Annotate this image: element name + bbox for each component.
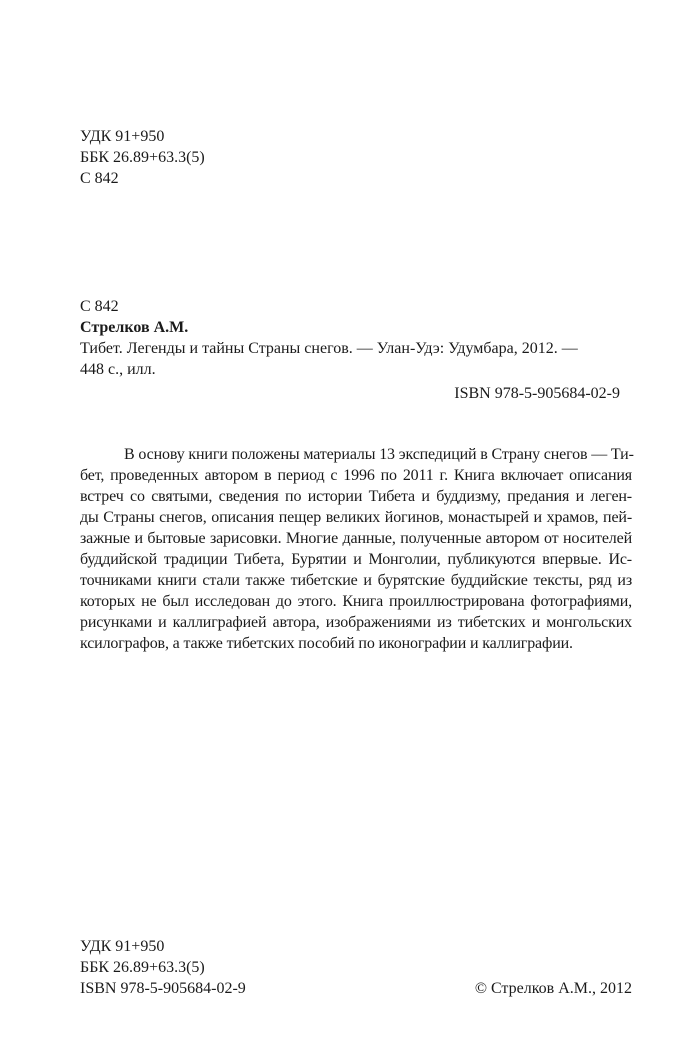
abstract-line: зажные и бытовые зарисовки. Многие данные, полученные автором от носителей [80, 530, 632, 547]
entry-title-line-1: Тибет. Легенды и тайны Страны снегов. — Улан-Удэ: Удумбара, 2012. — [80, 340, 578, 357]
top-classification-codes [80, 126, 205, 189]
abstract-line: бет, проведенных автором в период с 1996 по 2011 г. Книга включает описания [80, 467, 632, 484]
abstract-line: В основу книги положены материалы 13 экспедиций в Страну снегов — Ти- [124, 446, 634, 463]
udk-code: УДК 91+950 [80, 128, 165, 145]
abstract-line: рисунками и каллиграфией автора, изображениями из тибетских и монгольских [80, 614, 632, 631]
abstract-line: буддийской традиции Тибета, Бурятии и Монголии, публикуются впервые. Ис- [80, 551, 632, 568]
abstract-line: точниками книги стали также тибетские и бурятские буддийские тексты, ряд из [80, 572, 632, 589]
bottom-isbn: ISBN 978-5-905684-02-9 [80, 980, 246, 997]
bibliographic-entry [80, 296, 628, 404]
bbk-code: ББК 26.89+63.3(5) [80, 149, 205, 166]
bottom-bbk-code: ББК 26.89+63.3(5) [80, 959, 205, 976]
abstract-line: ды Страны снегов, описания пещер великих йогинов, монастырей и храмов, пей- [80, 509, 632, 526]
entry-author: Стрелков А.М. [80, 319, 189, 336]
book-abstract [80, 444, 632, 654]
abstract-line: встреч со святыми, сведения по истории Тибета и буддизму, предания и леген- [80, 488, 632, 505]
author-mark: С 842 [80, 170, 119, 187]
bottom-udk-code: УДК 91+950 [80, 938, 165, 955]
entry-title-line-2: 448 с., илл. [80, 361, 156, 378]
abstract-line: ксилографов, а также тибетских пособий по иконографии и каллиграфии. [80, 635, 573, 652]
entry-isbn: ISBN 978-5-905684-02-9 [454, 385, 620, 402]
copyright-notice: © Стрелков А.М., 2012 [474, 980, 632, 997]
abstract-line: которых не был исследован до этого. Книга проиллюстрирована фотографиями, [80, 593, 632, 610]
bottom-classification-codes [80, 936, 246, 999]
entry-author-mark: С 842 [80, 298, 119, 315]
